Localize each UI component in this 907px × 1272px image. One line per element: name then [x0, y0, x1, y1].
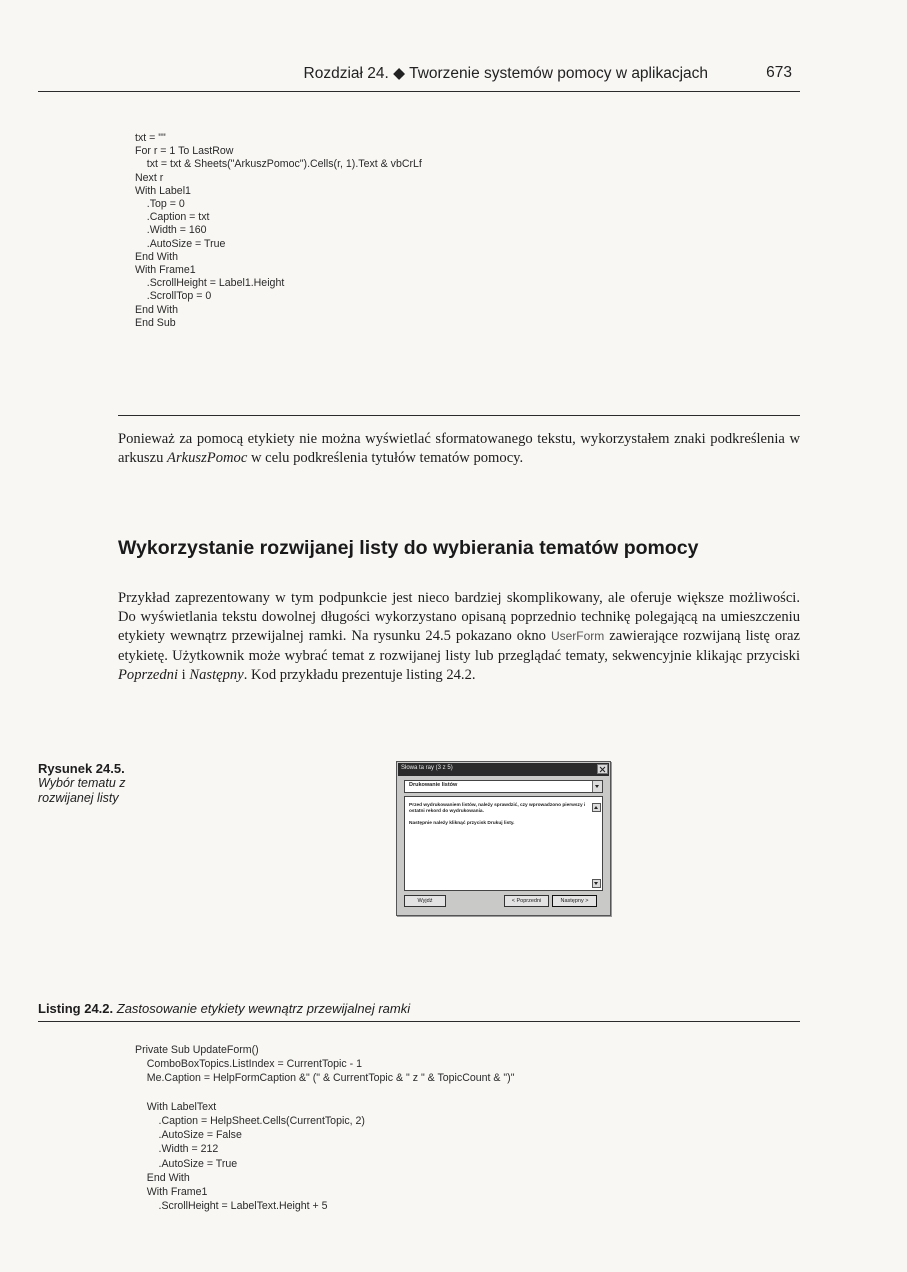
listing-label: Listing 24.2. [38, 1001, 114, 1016]
paragraph-text: zawierające rozwijaną listę oraz etykietę. Użytkownik może wybrać temat z rozwijanej listy lub przeglądać tematy, sekwencyjnie klikając przyciski [118, 628, 800, 664]
scroll-down-icon[interactable] [592, 879, 601, 888]
paragraph-text: . Kod przykładu prezentuje listing 24.2. [243, 666, 476, 683]
close-icon[interactable] [597, 764, 608, 774]
previous-button[interactable]: < Poprzedni [504, 895, 549, 907]
figure-number: Rysunek 24.5. [38, 761, 125, 776]
code-line: Private Sub UpdateForm() [135, 1044, 259, 1056]
code-line: ComboBoxTopics.ListIndex = CurrentTopic - 1 [135, 1058, 362, 1071]
code-line: .AutoSize = True [135, 1157, 238, 1170]
paragraph-text: i [178, 666, 190, 683]
body-paragraph-1 [118, 430, 800, 468]
code-line: With Label1 [135, 184, 191, 197]
frame-paragraph: Przed wydrukowaniem listów, należy sprawdzić, czy wprowadzono pierwszy i ostatni rekord do wydrukowania. [409, 803, 586, 814]
listing-caption [38, 1001, 808, 1016]
code-line: End Sub [135, 316, 176, 329]
paragraph-text: w celu podkreślenia tytułów tematów pomocy. [247, 450, 524, 467]
running-header [38, 64, 798, 86]
header-rule [38, 91, 800, 92]
code-line: .AutoSize = True [135, 237, 226, 250]
running-title: Rozdział 24. ◆ Tworzenie systemów pomocy w aplikacjach [303, 65, 708, 82]
code-line: .ScrollHeight = LabelText.Height + 5 [135, 1200, 328, 1213]
scrollable-frame[interactable] [404, 796, 603, 891]
code-line: With LabelText [135, 1100, 217, 1113]
figure-description: Wybór tematu z rozwijanej listy [38, 776, 126, 805]
code-line: Next r [135, 171, 164, 184]
section-rule [118, 415, 800, 416]
dialog-title: Słowa ta ray (3 z 5) [401, 765, 453, 771]
listing-title: Zastosowanie etykiety wewnątrz przewijalnej ramki [116, 1001, 411, 1016]
paragraph-italic-term: ArkuszPomoc [167, 450, 248, 467]
body-paragraph-2 [118, 589, 800, 685]
section-heading: Wykorzystanie rozwijanej listy do wybierania tematów pomocy [118, 537, 699, 559]
next-button[interactable]: Następny > [552, 895, 597, 907]
code-line: txt = "" [135, 132, 166, 144]
listing-rule [38, 1021, 800, 1022]
paragraph-text: Ponieważ za pomocą etykiety nie można wyświetlać sformatowanego tekstu, wykorzystałem znaki podkreślenia w arkuszu [118, 431, 800, 467]
page-number: 673 [766, 64, 792, 81]
frame-paragraph: Następnie należy kliknąć przycisk Drukuj listy. [409, 821, 515, 826]
code-line: txt = txt & Sheets("ArkuszPomoc").Cells(r, 1).Text & vbCrLf [135, 158, 422, 171]
code-line: .Width = 212 [135, 1143, 219, 1156]
code-line: End With [135, 1171, 190, 1184]
chevron-down-icon[interactable] [592, 781, 602, 792]
paragraph-italic-term: Poprzedni [118, 666, 178, 683]
figure-caption [38, 761, 188, 806]
code-line: Me.Caption = HelpFormCaption &" (" & CurrentTopic & " z " & TopicCount & ")" [135, 1072, 515, 1085]
code-line: With Frame1 [135, 1186, 208, 1199]
userform-dialog [396, 761, 611, 916]
scroll-up-icon[interactable] [592, 803, 601, 812]
code-line: .Caption = HelpSheet.Cells(CurrentTopic, 2) [135, 1115, 365, 1128]
code-block-2 [135, 1043, 514, 1213]
dialog-titlebar [398, 763, 609, 776]
paragraph-code-term: UserForm [550, 629, 605, 644]
code-line: .Caption = txt [135, 211, 210, 224]
code-line: End With [135, 303, 178, 316]
code-line: .Top = 0 [135, 198, 185, 211]
code-line: .ScrollHeight = Label1.Height [135, 277, 285, 290]
frame-label [409, 803, 587, 833]
code-line: End With [135, 250, 178, 263]
paragraph-text: Przykład zaprezentowany w tym podpunkcie jest nieco bardziej skomplikowany, ale oferuje większe możliwości. Do wyświetlania tekstu dowolnej długości wykorzystano opisaną poprzednio technikę polegającą na umieszczeniu etykiety wewnątrz przewijalnej ramki. Na rysunku 24.5 pokazano okno [118, 590, 800, 645]
code-line: For r = 1 To LastRow [135, 145, 234, 158]
topic-combobox[interactable] [404, 780, 603, 793]
code-line: .Width = 160 [135, 224, 207, 237]
combobox-value: Drukowanie listów [409, 782, 458, 788]
code-block-1 [135, 132, 422, 330]
code-line: With Frame1 [135, 264, 196, 277]
exit-button[interactable]: Wyjdź [404, 895, 446, 907]
paragraph-italic-term: Następny [189, 666, 244, 683]
code-line: .AutoSize = False [135, 1129, 242, 1142]
code-line: .ScrollTop = 0 [135, 290, 212, 303]
